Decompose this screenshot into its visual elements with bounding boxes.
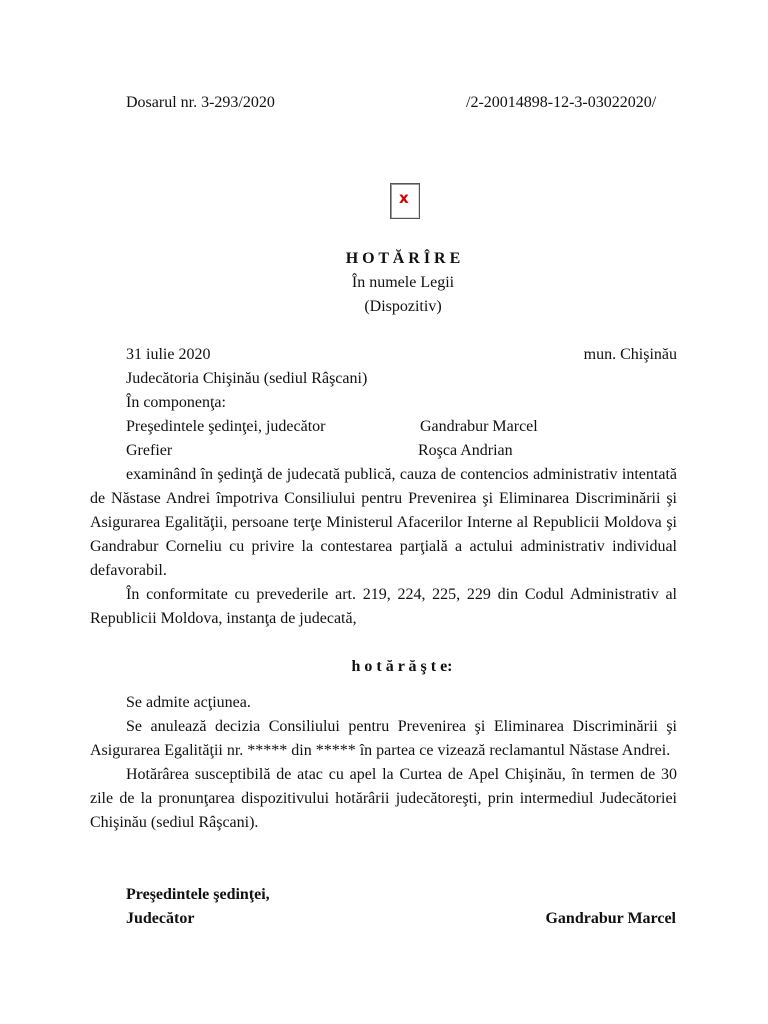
clerk-role: Grefier: [126, 442, 173, 459]
case-paragraph: [90, 463, 677, 631]
document-title: H O T Ă R Î R E: [345, 250, 461, 267]
broken-image-glyph: x: [399, 189, 409, 207]
composition-label: În componenţa:: [126, 394, 226, 411]
signature-name: Gandrabur Marcel: [545, 910, 676, 927]
dispositive-item-2: Se anulează decizia Consiliului pentru Prevenirea şi Eliminarea Discriminării şi Asigurarea Egalităţii nr. ***** din ***** în partea ce vizează reclamantul Năstase Andrei.: [90, 718, 677, 759]
case-number: Dosarul nr. 3-293/2020: [126, 94, 275, 111]
legal-basis-text: În conformitate cu prevederile art. 219, 224, 225, 229 din Codul Administrativ al Republicii Moldova, instanţa de judecată,: [90, 586, 677, 627]
dispositive-section: [90, 691, 677, 835]
examination-text: examinând în şedinţă de judecată publică, cauza de contencios administrativ intentată de Năstase Andrei împotriva Consiliului pentru Prevenirea şi Eliminarea Discriminării şi Asigurarea Egalităţii, persoane terţe Ministerul Afacerilor Interne al Republicii Moldova şi Gandrabur Corneliu cu privire la contestarea parţială a actului administrativ individual defavorabil.: [90, 466, 677, 579]
clerk-name: Roşca Andrian: [418, 442, 513, 459]
document-subtitle: În numele Legii: [351, 274, 455, 291]
decision-city: mun. Chişinău: [583, 346, 677, 363]
court-name: Judecătoria Chişinău (sediul Râşcani): [126, 370, 368, 387]
signature-title: Preşedintele şedinţei,: [126, 886, 270, 903]
dispositive-item-1: Se admite acţiunea.: [126, 694, 251, 711]
signature-role: Judecător: [126, 910, 195, 927]
dispositive-item-3: Hotărârea susceptibilă de atac cu apel la Curtea de Apel Chişinău, în termen de 30 zile de la pronunţarea dispozitivului hotărârii judecătoreşti, prin intermediul Judecătoriei Chişinău (sediul Râşcani).: [90, 766, 677, 831]
document-subtitle-dispozitiv: (Dispozitiv): [364, 298, 442, 315]
case-code: /2-20014898-12-3-03022020/: [466, 94, 657, 111]
decides-heading: h o t ă r ă ş t e:: [351, 658, 453, 675]
decision-date: 31 iulie 2020: [126, 346, 211, 363]
president-name: Gandrabur Marcel: [420, 418, 538, 435]
broken-image-icon: [390, 183, 420, 219]
president-role: Preşedintele şedinţei, judecător: [126, 418, 326, 435]
